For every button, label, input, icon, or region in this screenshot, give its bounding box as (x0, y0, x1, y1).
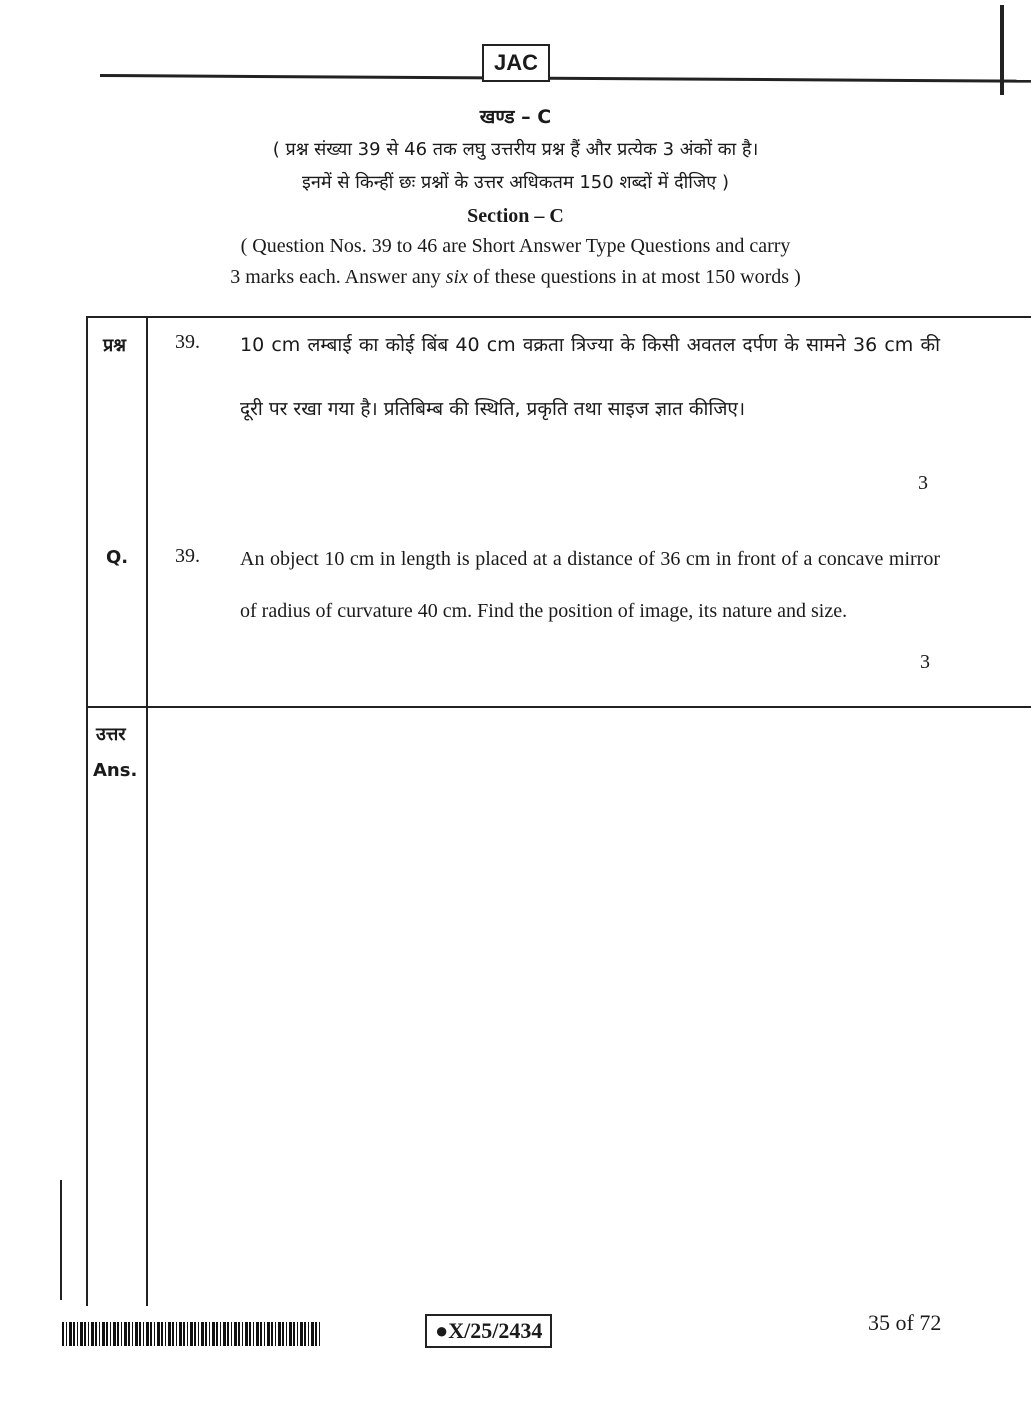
answer-label-english: Ans. (93, 760, 138, 781)
paper-code: ●X/25/2434 (425, 1314, 552, 1348)
header-rule (100, 74, 1031, 83)
page-number: 35 of 72 (868, 1310, 942, 1335)
table-left-border (86, 316, 88, 1306)
question-label-english: Q. (106, 547, 129, 568)
section-instructions-english-2: 3 marks each. Answer any six of these questions in at most 150 words ) (230, 266, 801, 288)
section-instructions-hindi-1: ( प्रश्न संख्या 39 से 46 तक लघु उत्तरीय प्रश्न हैं और प्रत्येक 3 अंकों का है। (272, 139, 759, 160)
section-title-english: Section – C (467, 205, 564, 227)
question-text-hindi: 10 cm लम्बाई का कोई बिंब 40 cm वक्रता त्रिज्या के किसी अवतल दर्पण के सामने 36 cm की दूरी पर रखा गया है। प्रतिबिम्ब की स्थिति, प्रकृति तथा साइज ज्ञात कीजिए। (240, 334, 940, 420)
answer-label-hindi: उत्तर (96, 724, 126, 745)
section-instructions-english-1: ( Question Nos. 39 to 46 are Short Answer Type Questions and carry (240, 235, 791, 257)
question-label-hindi: प्रश्न (103, 335, 126, 356)
question-number-hindi: 39. (175, 331, 200, 353)
question-marks-hindi: 3 (918, 472, 928, 494)
barcode (62, 1322, 320, 1346)
question-marks-english: 3 (920, 651, 930, 673)
answer-space[interactable] (148, 708, 1028, 1298)
question-text-english: An object 10 cm in length is placed at a distance of 36 cm in front of a concave mirror of radius of curvature 40 cm. Find the position of image, its nature and size. (240, 548, 940, 622)
margin-line (60, 1180, 62, 1300)
question-number-english: 39. (175, 545, 200, 567)
board-label: JAC (482, 44, 550, 82)
section-title-hindi: खण्ड – C (479, 106, 552, 128)
section-instructions-hindi-2: इनमें से किन्हीं छः प्रश्नों के उत्तर अधिकतम 150 शब्दों में दीजिए ) (302, 172, 729, 193)
